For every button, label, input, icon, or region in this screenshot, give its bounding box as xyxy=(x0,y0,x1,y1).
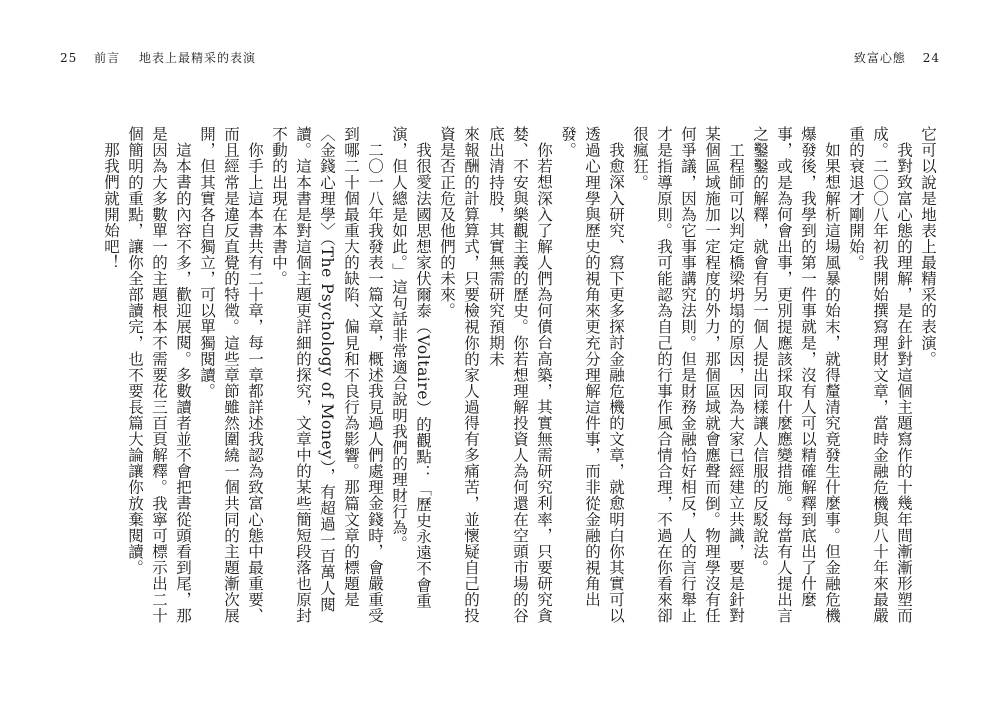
paragraph: 如果想解析這場風暴的始末，就得釐清究竟發生什麼事。但金融危機爆發後，我學到的第一件事就是，沒有人可以精確解釋到底出了什麼事，或是為何會出事，更別提應該採取什麼應變措施。每當有人提出言之鑿鑿的解釋，就會有另一個人提出同樣讓人信服的反駁說法。 xyxy=(751,126,841,624)
right-running-header xyxy=(854,49,940,66)
paragraph: 這本書的內容不多，歡迎展閱。多數讀者並不會把書從頭看到尾，那是因為大多數單一的主題根本不需要花三百頁解釋。我寧可標示出二十個簡明的重點，讓你全部讀完，也不要長篇大論讓你放棄閱讀。 xyxy=(126,126,192,624)
left-page-body xyxy=(88,126,483,626)
right-book-title: 致富心態 xyxy=(853,51,906,65)
paragraph: 二〇一八年我發表一篇文章，概述我見過人們處理金錢時，會嚴重受到哪二十個最重大的缺陷、偏見和不良行為影響。那篇文章的標題是〈金錢心理學〉（The Psychology of Money），有超過一百萬人閱讀。這本書是對這個主題更詳細的探究，文章中的某些簡短段落也原封不動的出現在本書中。 xyxy=(270,126,384,624)
left-page-number: 25 xyxy=(60,51,78,65)
right-page-body xyxy=(487,126,940,626)
left-section-label: 前言 xyxy=(94,51,121,65)
paragraph: 我愈深入研究、寫下更多探討金融危機的文章，就愈明白你其實可以透過心理學與歷史的視角來更充分理解這件事，而非從金融的視角出發。 xyxy=(559,126,625,623)
left-running-header xyxy=(60,49,256,66)
paragraph: 那我們就開始吧！ xyxy=(102,141,120,270)
paragraph: 你手上這本書共有二十章，每一章都詳述我認為致富心態中最重要、而且經常是違反直覺的特徵。這些章節雖然圍繞一個共同的主題漸次展開，但其實各自獨立，可以單獨閱讀。 xyxy=(198,126,264,624)
paragraph: 來報酬的計算算式，只要檢視你的家人過得有多痛苦，並懷疑自己的投資是否正危及他們的未來。 xyxy=(438,126,480,624)
paragraph: 工程師可以判定橋梁坍塌的原因，因為大家已經建立共識，要是針對某個區域施加一定程度的外力，那個區域就會應聲而倒。物理學沒有任何爭議，因為它事事講究法則。但是財務金融恰好相反，人的言行舉止才是指導原則。我可能認為自己的行事作風合情合理，不過在你看來卻很瘋狂。 xyxy=(631,126,745,624)
right-page-number: 24 xyxy=(922,51,940,65)
left-chapter-title: 地表上最精采的表演 xyxy=(138,51,256,65)
paragraph: 它可以說是地表上最精采的表演。 xyxy=(919,126,937,367)
paragraph: 我很愛法國思想家伏爾泰（Voltaire）的觀點：「歷史永遠不會重演，但人總是如此。」這句話非常適合說明我們的理財行為。 xyxy=(390,126,432,609)
paragraph: 我對致富心態的理解，是在針對這個主題寫作的十幾年間漸漸形塑而成。二〇〇八年初我開始撰寫理財文章，當時金融危機與八十年來最嚴重的衰退才剛開始。 xyxy=(847,126,913,624)
paragraph: 你若想深入了解人們為何債台高築，其實無需研究利率，只要研究貪婪、不安與樂觀主義的歷史。你若想理解投資人為何還在空頭市場的谷底出清持股，其實無需研究預期未 xyxy=(487,126,553,624)
